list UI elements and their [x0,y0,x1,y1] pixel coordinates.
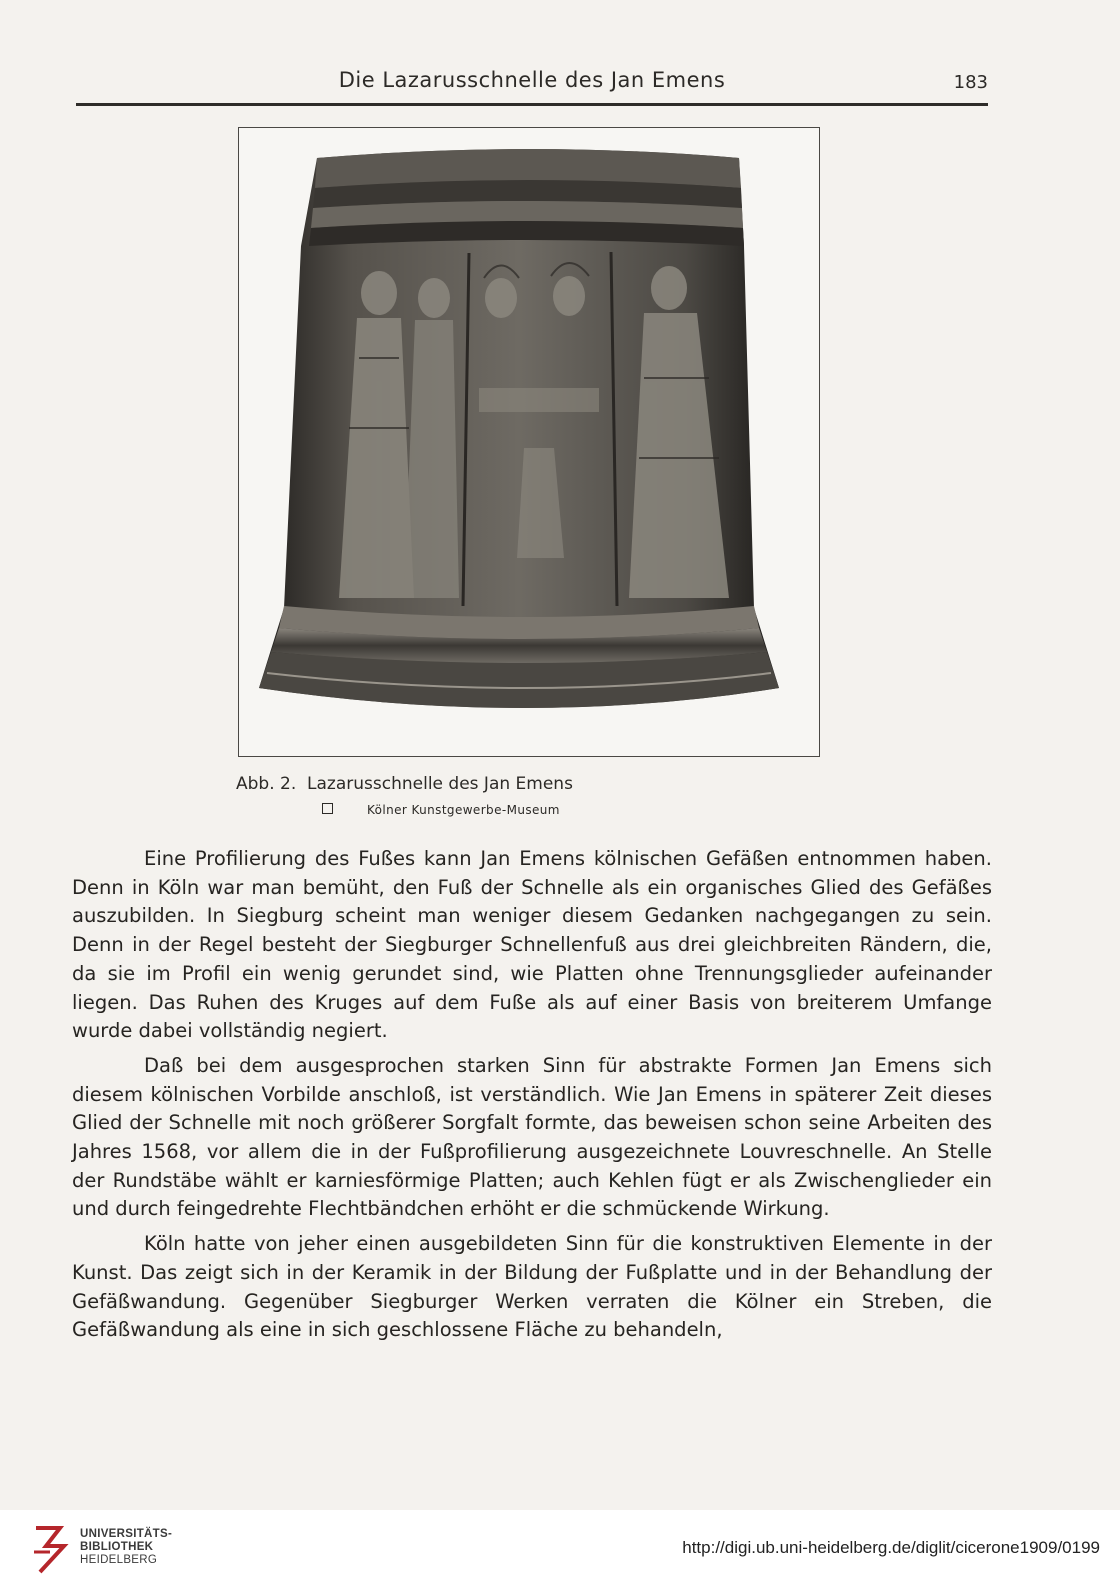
body-text [72,845,992,1351]
running-head-title: Die Lazarusschnelle des Jan Emens [338,68,726,92]
paragraph: Köln hatte von jeher einen ausgebildeten Sinn für die konstruktiven Elemente in der Kunst. Das zeigt sich in der Keramik in der Bildung der Fußplatte und in der Behandlung der Gefäßwandung. Gegenüber Siegburger Werken verraten die Kölner ein Streben, die Gefäßwandung als eine in sich geschlossene Fläche zu behandeln, [72,1232,992,1342]
figure-plate [238,127,820,757]
library-name [80,1528,172,1567]
figure-credit-text: Kölner Kunstgewerbe-Museum [367,803,560,817]
figure-caption: Abb. 2. Lazarusschnelle des Jan Emens [236,774,573,794]
library-line: HEIDELBERG [80,1554,158,1566]
paragraph: Eine Profilierung des Fußes kann Jan Emens kölnischen Gefäßen entnommen haben. Denn in Köln war man bemüht, den Fuß der Schnelle als ein organisches Glied des Gefäßes auszubilden. In Siegburg scheint man weniger diesem Gedanken nachgegangen zu sein. Denn in der Regel besteht der Siegburger Schnellenfuß aus drei gleichbreiten Rändern, die, da sie im Profil ein wenig gerundet sind, wie Platten ohne Trennungsglieder aufeinander liegen. Das Ruhen des Kruges auf dem Fuße als auf einer Basis von breiterem Umfange wurde dabei vollständig negiert. [72,847,992,1043]
square-ornament-icon [322,803,333,814]
stoneware-tankard-photo [239,128,818,755]
permalink[interactable]: http://digi.ub.uni-heidelberg.de/diglit/cicerone1909/0199 [682,1538,1100,1557]
paragraph: Daß bei dem ausgesprochen starken Sinn für abstrakte Formen Jan Emens sich diesem kölnischen Vorbilde anschloß, ist verständlich. Wie Jan Emens in späterer Zeit dieses Glied der Schnelle mit noch größerer Sorgfalt formte, das beweisen schon seine Arbeiten des Jahres 1568, vor allem die in der Fußprofilierung ausgezeichnete Louvreschnelle. An Stelle der Rundstäbe wählt er karniesförmige Platten; auch Kehlen fügt er als Zwischenglieder ein und durch feingedrehte Flechtbändchen erhöht er die schmückende Wirkung. [72,1053,992,1221]
university-library-logo-icon [30,1524,70,1576]
running-head [76,64,988,104]
header-rule [76,103,988,106]
library-line: UNIVERSITÄTS- [80,1528,173,1540]
library-line: BIBLIOTHEK [80,1541,154,1553]
digitization-footer [0,1510,1120,1591]
figure-credit [322,803,560,817]
page-number: 183 [953,72,988,93]
